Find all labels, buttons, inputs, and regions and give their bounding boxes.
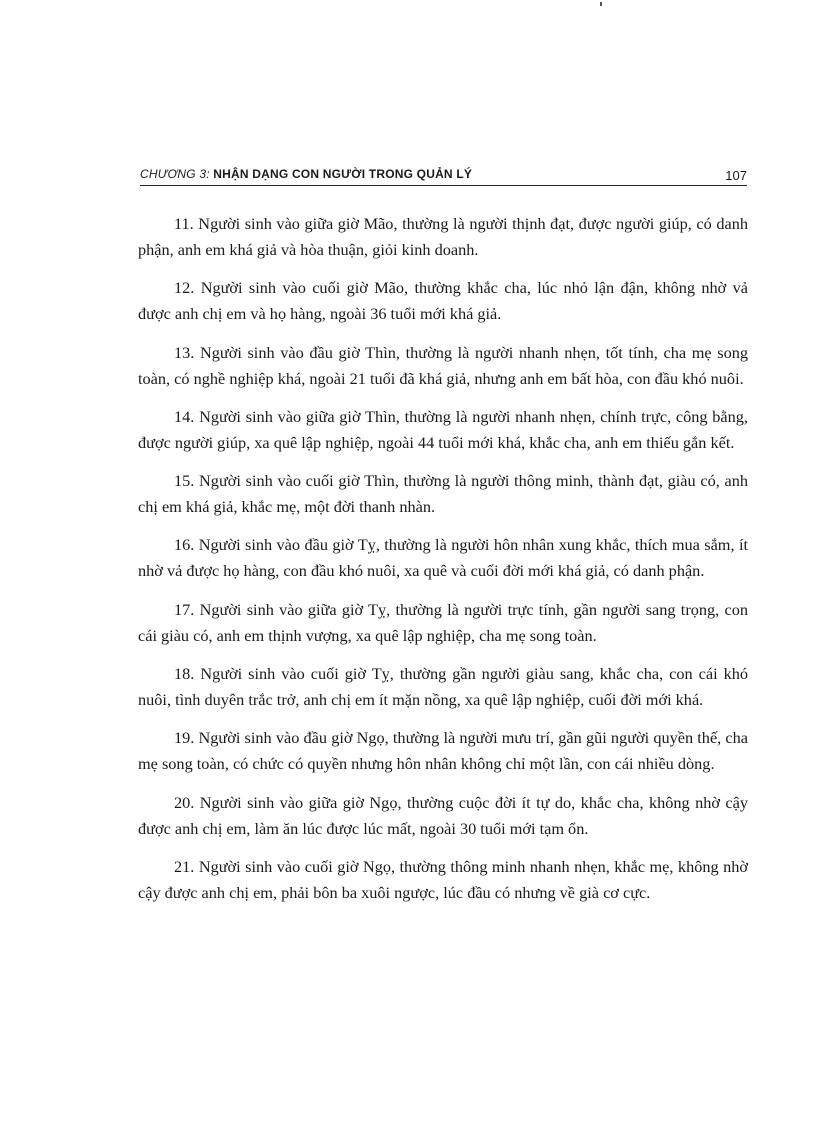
- paragraph-14: 14. Người sinh vào giữa giờ Thìn, thường là người nhanh nhẹn, chính trực, công bằng, được người giúp, xa quê lập nghiệp, ngoài 44 tuổi mới khá, khắc cha, anh em thiếu gắn kết.: [138, 406, 748, 452]
- running-header: [140, 163, 747, 186]
- paragraph-13: 13. Người sinh vào đầu giờ Thìn, thường là người nhanh nhẹn, tốt tính, cha mẹ song toàn, có nghề nghiệp khá, ngoài 21 tuổi đã khá giả, nhưng anh em bất hòa, con đầu khó nuôi.: [138, 342, 748, 388]
- chapter-title: NHẬN DẠNG CON NGƯỜI TRONG QUẢN LÝ: [213, 167, 473, 181]
- chapter-heading: [140, 167, 472, 181]
- paragraph-12: 12. Người sinh vào cuối giờ Mão, thường khắc cha, lúc nhỏ lận đận, không nhờ vả được anh chị em và họ hàng, ngoài 36 tuổi mới khá giả.: [138, 278, 748, 324]
- paragraph-19: 19. Người sinh vào đầu giờ Ngọ, thường là người mưu trí, gần gũi người quyền thế, cha mẹ song toàn, có chức có quyền nhưng hôn nhân không chỉ một lần, con cái nhiều dòng.: [138, 728, 748, 774]
- paragraph-18: 18. Người sinh vào cuối giờ Tỵ, thường gần người giàu sang, khắc cha, con cái khó nuôi, tình duyên trắc trở, anh chị em ít mặn nồng, xa quê lập nghiệp, cuối đời mới khá.: [138, 664, 748, 710]
- page-number: 107: [725, 168, 747, 183]
- paragraph-15: 15. Người sinh vào cuối giờ Thìn, thường là người thông minh, thành đạt, giàu có, anh chị em khá giả, khắc mẹ, một đời thanh nhàn.: [138, 471, 748, 517]
- paragraph-16: 16. Người sinh vào đầu giờ Tỵ, thường là người hôn nhân xung khắc, thích mua sắm, ít nhờ vả được họ hàng, con đầu khó nuôi, xa quê và cuối đời mới khá giả, có danh phận.: [138, 535, 748, 581]
- paragraph-20: 20. Người sinh vào giữa giờ Ngọ, thường cuộc đời ít tự do, khắc cha, không nhờ cậy được anh chị em, làm ăn lúc được lúc mất, ngoài 30 tuổi mới tạm ổn.: [138, 792, 748, 838]
- scan-speck: [600, 2, 602, 6]
- paragraph-21: 21. Người sinh vào cuối giờ Ngọ, thường thông minh nhanh nhẹn, khắc mẹ, không nhờ cậy được anh chị em, phải bôn ba xuôi ngược, lúc đầu có nhưng về già cơ cực.: [138, 856, 748, 902]
- body-text: [138, 211, 748, 918]
- paragraph-11: 11. Người sinh vào giữa giờ Mão, thường là người thịnh đạt, được người giúp, có danh phận, anh em khá giả và hòa thuận, giỏi kinh doanh.: [138, 214, 748, 259]
- chapter-label: CHƯƠNG 3:: [140, 167, 210, 181]
- paragraph-17: 17. Người sinh vào giữa giờ Tỵ, thường là người trực tính, gần người sang trọng, con cái giàu có, anh em thịnh vượng, xa quê lập nghiệp, cha mẹ song toàn.: [138, 599, 748, 645]
